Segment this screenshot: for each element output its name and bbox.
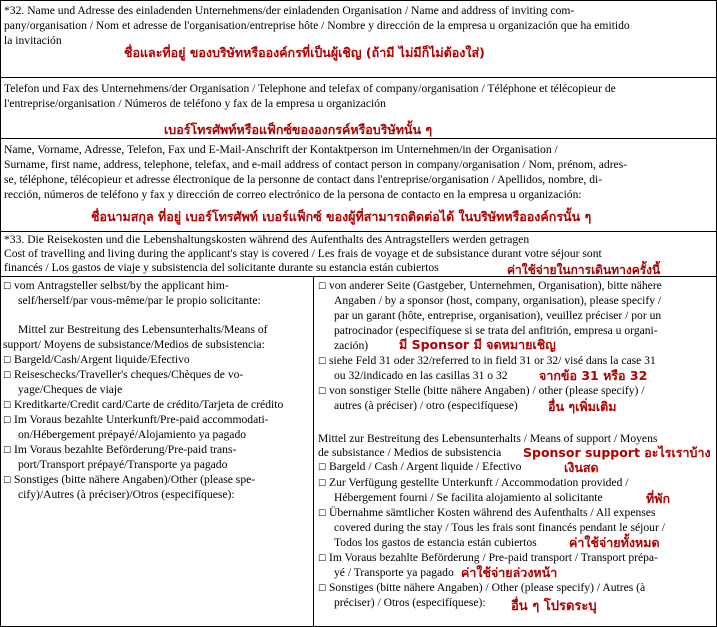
sponsor-all-expenses-thai-note: ค่าใช้จ่ายทั้งหมด (569, 535, 660, 550)
field31-label: siehe Feld 31 oder 32/referred to in field 31 or 32/ visé dans la case 31 (328, 354, 656, 367)
checkbox-icon[interactable]: ☐ (318, 554, 327, 564)
sponsor-other-label: Sonstiges (bitte nähere Angaben) / Other (please specify) / Autres (à (328, 581, 646, 594)
applicant-transport-label: Im Voraus bezahlte Beförderung/Pre-paid trans- (13, 443, 237, 456)
checkbox-icon[interactable]: ☐ (318, 357, 327, 367)
field-company-phone-fax[interactable] (1, 78, 716, 139)
applicant-self-label-line-2: self/herself/par vous-même/par le propio solicitante: (18, 294, 261, 307)
checkbox-icon[interactable]: ☐ (3, 401, 12, 411)
checkbox-icon[interactable]: ☐ (3, 282, 12, 292)
other-source-label: von sonstiger Stelle (bitte nähere Angaben) / other (please specify) / (328, 384, 645, 397)
checkbox-icon[interactable]: ☐ (318, 479, 327, 489)
applicant-self-label: vom Antragsteller selbst/by the applicant him- (13, 279, 229, 292)
field-33-label-line-1: *33. Die Reisekosten und die Lebenshaltungskosten während des Aufenthalts des Antragstellers werden getragen (4, 233, 530, 246)
field-32-inviting-company[interactable] (1, 1, 716, 78)
sponsor-means-thai-note: Sponsor support อะไรเราบ้าง (523, 445, 711, 460)
sponsor-transport-thai-note: ค่าใช้จ่ายล่วงหน้า (461, 565, 558, 580)
phone-label-line-2: l'entreprise/organisation / Números de teléfono y fax de la empresa u organización (4, 97, 386, 110)
field-32-label-line-2: pany/organisation / Nom et adresse de l'organisation/entreprise hôte / Nombre y dirección de la empresa u organización que ha emitido (4, 19, 630, 32)
field-contact-person[interactable] (1, 139, 716, 232)
applicant-cheques-label-line-2: yage/Cheques de viaje (18, 383, 123, 396)
sponsor-accommodation-thai-note: ที่พัก (646, 491, 671, 506)
contact-label-line-2: Surname, first name, address, telephone, telefax, and e-mail address of contact person in company/organisation / Nom, prénom, adres- (4, 158, 628, 171)
sponsor-cash-thai-note: เงินสด (564, 460, 599, 475)
contact-label-line-4: rección, números de teléfono y fax y dirección de correo electrónico de la persona de contacto en la empresa u organización: (4, 188, 582, 201)
phone-label-line-1: Telefon und Fax des Unternehmens/der Organisation / Telephone and telefax of company/organisation / Téléphone et télécopieur de (4, 82, 616, 95)
applicant-transport-label-line-2: port/Transport prépayé/Transporte ya pagado (18, 458, 228, 471)
contact-label-line-1: Name, Vorname, Adresse, Telefon, Fax und E-Mail-Anschrift der Kontaktperson im Unternehmen/in der Organisation / (4, 143, 558, 156)
applicant-means-heading-line-2: support/ Moyens de subsistance/Medios de subsistencia: (3, 338, 265, 351)
sponsor-thai-note: มี Sponsor มี จดหมายเชิญ (399, 337, 556, 352)
checkbox-icon[interactable]: ☐ (3, 416, 12, 426)
sponsor-all-expenses-label-line-3: Todos los gastos de estancia están cubiertos (334, 536, 537, 549)
sponsor-label-line-4: patrocinador (especifíquese si se trata del anfitrión, empresa u organi- (334, 324, 658, 337)
sponsor-cash-label: Bargeld / Cash / Argent liquide / Efectivo (328, 460, 522, 473)
sponsor-all-expenses-label: Übernahme sämtlicher Kosten während des Aufenthalts / All expenses (328, 506, 656, 519)
phone-thai-note: เบอร์โทรศัพท์หรือแฟ็กซ์ขององกรค์หรือบริษัทนั้น ๆ (164, 122, 433, 137)
applicant-accommodation-label-line-2: on/Hébergement prépayé/Alojamiento ya pagado (18, 428, 247, 441)
sponsor-label-line-5: zación) (334, 339, 369, 352)
sponsor-other-thai-note: อื่น ๆ โปรดระบุ (511, 599, 597, 614)
sponsor-label-line-2: Angaben / by a sponsor (host, company, organisation), please specify / (334, 294, 662, 307)
checkbox-icon[interactable]: ☐ (318, 584, 327, 594)
column-divider (313, 276, 314, 626)
other-source-thai-note: อื่น ๆเพิ่มเติม (548, 399, 617, 414)
checkbox-icon[interactable]: ☐ (318, 387, 327, 397)
contact-thai-note: ชื่อนามสกุล ที่อยู่ เบอร์โทรศัพท์ เบอร์แฟ็กซ์ ของผู้ที่สามารถติดต่อได้ ในบริษัทหรือองค์กรนั้น ๆ (91, 209, 592, 224)
field-32-label-line-1: *32. Name und Adresse des einladenden Unternehmens/der einladenden Organisation / Name and address of inviting com- (4, 4, 575, 17)
sponsor-transport-label: Im Voraus bezahlte Beförderung / Pre-paid transport / Transport prépa- (328, 551, 658, 564)
sponsor-label-line-3: par un garant (hôte, entreprise, organisation), veuillez préciser / por un (334, 309, 662, 322)
other-source-label-line-2: autres (à préciser) / otro (especifíquese) (334, 399, 518, 412)
checkbox-icon[interactable]: ☐ (3, 446, 12, 456)
applicant-accommodation-label: Im Voraus bezahlte Unterkunft/Pre-paid accommodati- (13, 413, 269, 426)
sponsor-all-expenses-label-line-2: covered during the stay / Tous les frais sont financés pendant le séjour / (334, 521, 665, 534)
applicant-other-label: Sonstiges (bitte nähere Angaben)/Other (please spe- (13, 473, 256, 486)
checkbox-icon[interactable]: ☐ (3, 371, 12, 381)
contact-label-line-3: se, téléphone, télécopieur et adresse électronique de la personne de contact dans l'entreprise/organisation / Apellidos, nombre, di- (4, 173, 603, 186)
checkbox-icon[interactable]: ☐ (3, 356, 12, 366)
field31-label-line-2: ou 32/indicado en las casillas 31 o 32 (334, 369, 508, 382)
sponsor-label: von anderer Seite (Gastgeber, Unternehmen, Organisation), bitte nähere (328, 279, 662, 292)
field-33-label-line-2: Cost of travelling and living during the applicant's stay is covered / Les frais de voyage et de subsistance durant votre séjour sont (4, 247, 602, 260)
sponsor-transport-label-line-2: yé / Transporte ya pagado (334, 566, 454, 579)
field-33-label-line-3: financés / Los gastos de viaje y subsistencia del solicitante durante su estancia están cubiertos (4, 261, 439, 274)
applicant-other-label-line-2: cify)/Autres (à préciser)/Otros (especifíquese): (18, 488, 235, 501)
sponsor-cash-option[interactable] (318, 459, 521, 476)
checkbox-icon[interactable]: ☐ (318, 282, 327, 292)
sponsor-means-heading-line-1: Mittel zur Bestreitung des Lebensunterhalts / Means of support / Moyens (318, 432, 658, 445)
field31-thai-note: จากข้อ 31 หรือ 32 (539, 368, 648, 383)
checkbox-icon[interactable]: ☐ (318, 463, 327, 473)
field-32-label-line-3: la invitación (4, 34, 62, 47)
applicant-means-heading-line-1: Mittel zur Bestreitung des Lebensunterhalts/Means of (18, 323, 268, 336)
applicant-cash-label: Bargeld/Cash/Argent liquide/Efectivo (13, 353, 190, 366)
applicant-card-label: Kreditkarte/Credit card/Carte de crédito/Tarjeta de crédito (13, 398, 284, 411)
field-32-thai-note: ชื่อและที่อยู่ ของบริษัทหรือองค์กรที่เป็นผู้เชิญ (ถ้ามี ไม่มีก็ไม่ต้องใส่) (124, 45, 485, 60)
sponsor-means-heading-line-2: de subsistance / Medios de subsistencia (318, 446, 502, 459)
sponsor-accommodation-label: Zur Verfügung gestellte Unterkunft / Accommodation provided / (328, 476, 629, 489)
field-33-thai-note: ค่าใช้จ่ายในการเดินทางครั้งนี้ (507, 263, 661, 277)
applicant-cheques-label: Reiseschecks/Traveller's cheques/Chèques de vo- (13, 368, 244, 381)
field-33-cost-coverage (1, 232, 716, 277)
checkbox-icon[interactable]: ☐ (318, 509, 327, 519)
sponsor-accommodation-label-line-2: Hébergement fourni / Se facilita alojamiento al solicitante (334, 491, 603, 504)
sponsor-other-label-line-2: préciser) / Otros (especifíquese): (334, 596, 486, 609)
checkbox-icon[interactable]: ☐ (3, 476, 12, 486)
